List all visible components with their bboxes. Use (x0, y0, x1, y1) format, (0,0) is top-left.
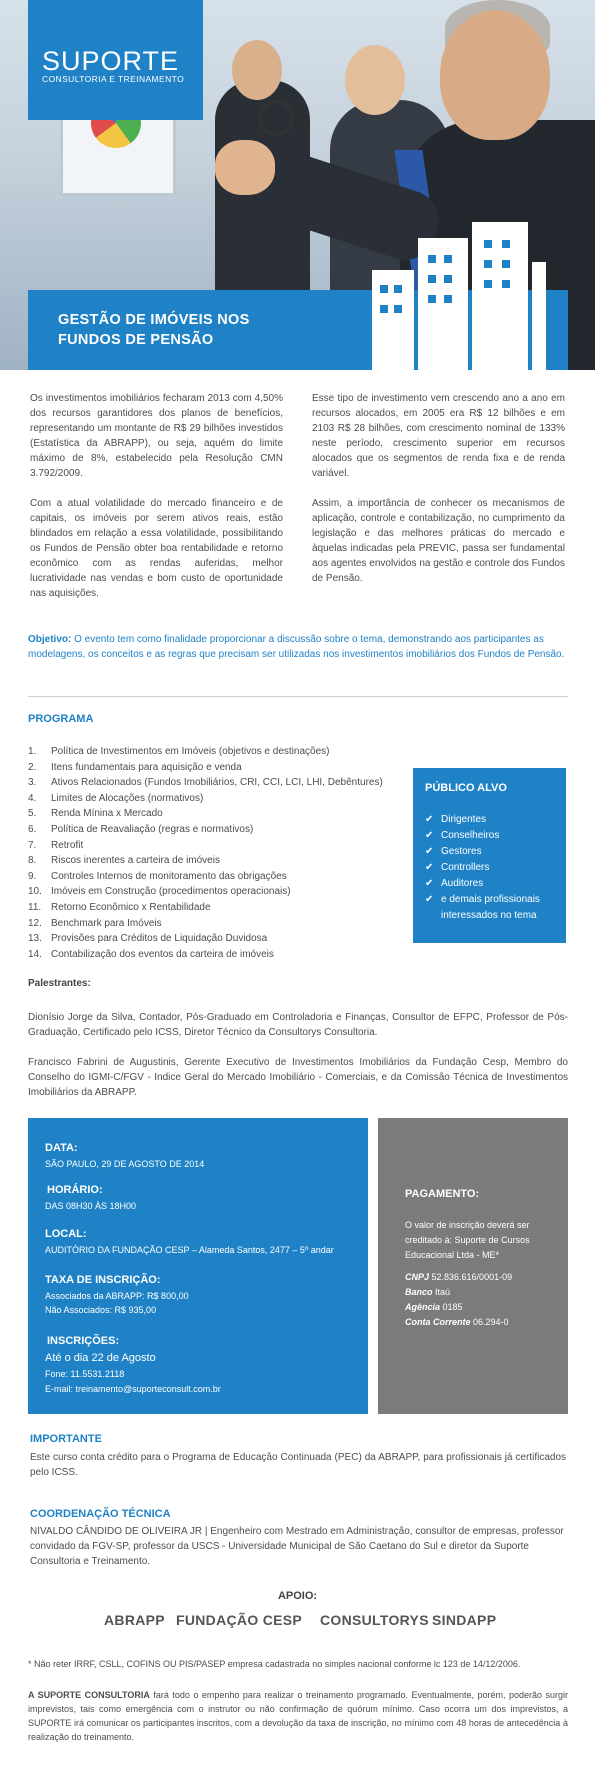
programa-item (28, 884, 408, 900)
programa-item-text: Retorno Econômico x Rentabilidade (51, 901, 211, 913)
abrapp-logo: ABRAPP (104, 1612, 165, 1628)
logo-subtitle: CONSULTORIA E TREINAMENTO (42, 74, 185, 84)
publico-alvo-box (413, 768, 566, 943)
horario-label: HORÁRIO: (47, 1184, 103, 1196)
programa-item-text: Ativos Relacionados (Fundos Imobiliários, CRI, CCI, LCI, LHI, Debêntures) (51, 777, 383, 789)
programa-item-text: Controles Internos de monitoramento das obrigações (51, 870, 287, 882)
programa-item (28, 822, 408, 838)
palestrante-bio: Dionísio Jorge da Silva, Contador, Pós-Graduado em Controladoria e Finanças, Consultor de EFPC, Professor de Pós-Graduação, Certificado pelo ICSS, Diretor Técnico da Consultorys Consultoria. (28, 1012, 568, 1038)
pagamento-label: PAGAMENTO: (405, 1188, 480, 1200)
check-icon: ✔ (425, 894, 434, 905)
cnpj-label: CNPJ (405, 1272, 430, 1282)
programa-item-text: Renda Mínina x Mercado (51, 808, 163, 820)
programa-item-number: 1. (28, 746, 37, 757)
taxa-associados: Associados da ABRAPP: R$ 800,00 (45, 1291, 189, 1301)
publico-item (425, 828, 566, 844)
programa-item-text: Imóveis em Construção (procedimentos operacionais) (51, 886, 291, 898)
taxa-label: TAXA DE INSCRIÇÃO: (45, 1274, 161, 1286)
programa-item-number: 10. (28, 886, 42, 898)
programa-item (28, 775, 408, 791)
objetivo-text (28, 632, 568, 662)
fundacao-cesp-logo: FUNDAÇÃO CESP (176, 1612, 303, 1628)
agencia-value: 0185 (440, 1302, 463, 1312)
programa-item-number: 7. (28, 839, 37, 851)
check-icon: ✔ (425, 846, 434, 857)
programa-item-text: Benchmark para Imóveis (51, 917, 162, 929)
programa-item-text: Itens fundamentais para aquisição e venda (51, 761, 242, 773)
publico-item-text: Controllers (441, 862, 490, 873)
conta-value: 06.294-0 (470, 1317, 509, 1327)
objetivo-label: Objetivo: (28, 634, 72, 645)
importante-text: Este curso conta crédito para o Programa de Educação Continuada (PEC) da ABRAPP, para profissionais já certificados pelo ICSS. (30, 1452, 566, 1478)
programa-item (28, 744, 408, 760)
event-info-box (28, 1118, 368, 1414)
programa-item-text: Política de Investimentos em Imóveis (objetivos e destinações) (51, 746, 330, 757)
logo-title: SUPORTE (42, 46, 180, 76)
intro-paragraph: Os investimentos imobiliários fecharam 2013 com 4,50% dos recursos garantidores dos planos de benefícios, representando um montante de R$ 29 bilhões investidos (Estatística da ABRAPP), ou seja, aquém do limite máximo de 8%, estabelecido pela Resolução CMN 3.792/2009. (30, 393, 283, 479)
pagamento-box (378, 1118, 568, 1414)
programa-item (28, 931, 408, 947)
palestrante-bio: Francisco Fabrini de Augustinis, Gerente Executivo de Investimentos Imobiliários da Fundação Cesp, Membro do Conselho do IGMI-C/FGV - Indice Geral do Mercado Imobiliário - Comerciais, e da Comissão Técnica de Investimentos Imobiliários da ABRAPP. (28, 1057, 568, 1098)
footer-disclaimer (28, 1688, 568, 1744)
attendee-head (345, 45, 405, 115)
programa-item-number: 12. (28, 917, 42, 929)
check-icon: ✔ (425, 862, 434, 873)
banco-label: Banco (405, 1287, 433, 1297)
palestrantes-label: Palestrantes: (28, 978, 91, 989)
publico-item (425, 844, 566, 860)
programa-item (28, 760, 408, 776)
coordenacao-text: NIVALDO CÂNDIDO DE OLIVEIRA JR | Engenheiro com Mestrado em Administração, consultor de empresas, professor convidado da FGV-SP, professor da USCS - Universidade Municipal de São Caetano do Sul e diretor da Suporte Consultoria e Treinamento. (30, 1526, 564, 1567)
programa-item-number: 8. (28, 855, 37, 867)
programa-item (28, 947, 408, 963)
intro-right-column (312, 391, 565, 586)
inscricoes-email[interactable]: E-mail: treinamento@suporteconsult.com.br (45, 1384, 221, 1394)
programa-item-text: Riscos inerentes a carteira de imóveis (51, 855, 220, 867)
programa-item (28, 916, 408, 932)
programa-item (28, 806, 408, 822)
programa-item (28, 791, 408, 807)
consultorys-logo: CONSULTORYS (320, 1612, 429, 1628)
publico-item-text: Gestores (441, 846, 482, 857)
programa-item-number: 3. (28, 777, 37, 789)
banco-value: Itaú (432, 1287, 451, 1297)
check-icon: ✔ (425, 830, 434, 841)
local-label: LOCAL: (45, 1228, 87, 1240)
presenter-head (232, 40, 282, 100)
conta-line (405, 1315, 509, 1330)
programa-item-number: 9. (28, 870, 37, 882)
publico-item (425, 892, 566, 924)
programa-item-number: 13. (28, 933, 42, 945)
apoio-title: APOIO: (277, 1590, 318, 1602)
publico-item (425, 812, 566, 828)
programa-item (28, 900, 408, 916)
objetivo-body: O evento tem como finalidade proporcionar a discussão sobre o tema, demonstrando aos participantes as modelagens, os conceitos e as regras que precisam ser utilizadas nos investimentos imobiliários dos Fundos de Pensão. (28, 634, 565, 660)
programa-item-number: 2. (28, 761, 37, 773)
footer-company: A SUPORTE CONSULTORIA (28, 1690, 150, 1700)
footer-text: fará todo o empenho para realizar o treinamento programado. Eventualmente, porém, poderão surgir imprevistos, tais como emergência com o instrutor ou não confirmação de quórum mínimo. Caso ocorra um dos imprevistos, a SUPORTE irá comunicar os participantes inscritos, com a devolução da taxa de inscrição, no mínimo com 48 horas de antecedência à realização do treinamento. (28, 1690, 569, 1742)
programa-item-text: Retrofit (51, 839, 84, 851)
coordenacao-title: COORDENAÇÃO TÉCNICA (30, 1508, 171, 1520)
intro-left-column (30, 391, 283, 601)
data-value: SÃO PAULO, 29 DE AGOSTO DE 2014 (45, 1159, 205, 1169)
programa-item-text: Limites de Alocações (normativos) (51, 792, 204, 804)
programa-title: PROGRAMA (28, 713, 94, 725)
programa-item-text: Provisões para Créditos de Liquidação Duvidosa (51, 933, 268, 945)
publico-alvo-list (425, 812, 566, 924)
businessman-head (440, 10, 550, 140)
check-icon: ✔ (425, 878, 434, 889)
sindapp-logo: SINDAPP (432, 1612, 497, 1628)
page-title (58, 310, 250, 350)
data-label: DATA: (45, 1142, 78, 1154)
glasses-graphic (258, 100, 294, 136)
programa-item (28, 869, 408, 885)
inscricoes-deadline: Até o dia 22 de Agosto (45, 1352, 156, 1364)
intro-paragraph: Assim, a importância de conhecer os mecanismos de aplicação, controle e contabilização, no cumprimento da legislação e das melhores práticas do mercado e àquelas indicadas pela PREVIC, passa ser fundamental aos agentes envolvidos na gestão e controle dos Fundos de Pensão. (312, 498, 565, 584)
programa-item (28, 838, 408, 854)
agencia-label: Agência (405, 1302, 441, 1312)
publico-item-text: Dirigentes (441, 814, 487, 825)
importante-title: IMPORTANTE (30, 1433, 102, 1445)
intro-paragraph: Esse tipo de investimento vem crescendo ano a ano em recursos alocados, em 2005 era R$ 12 bilhões e em 2103 R$ 28 bilhões, com crescimento nominal de 133% neste período, crescimento superior em recursos alocados que os segmentos de renda fixa e de renda variável. (312, 393, 565, 479)
hand-graphic (215, 140, 275, 195)
publico-item (425, 860, 566, 876)
programa-item-number: 6. (28, 823, 37, 835)
agencia-line (405, 1300, 463, 1315)
local-value: AUDITÓRIO DA FUNDAÇÃO CESP – Alameda Santos, 2477 – 5º andar (45, 1245, 334, 1255)
check-icon: ✔ (425, 814, 434, 825)
page-title-line2: FUNDOS DE PENSÃO (58, 332, 214, 348)
page-title-line1: GESTÃO DE IMÓVEIS NOS (58, 312, 250, 328)
cnpj-value: 52.836.616/0001-09 (429, 1272, 513, 1282)
conta-label: Conta Corrente (405, 1317, 471, 1327)
banco-line (405, 1285, 450, 1300)
programa-item-number: 4. (28, 792, 37, 804)
taxa-nao-associados: Não Associados: R$ 935,00 (45, 1305, 157, 1315)
publico-item-text: Auditores (441, 878, 484, 889)
programa-item-number: 11. (28, 901, 42, 913)
publico-item-text: Conselheiros (441, 830, 500, 841)
publico-item (425, 876, 566, 892)
inscricoes-label: INSCRIÇÕES: (47, 1335, 120, 1347)
inscricoes-phone: Fone: 11.5531.2118 (45, 1369, 125, 1379)
intro-paragraph: Com a atual volatilidade do mercado financeiro e de capitais, os imóveis por serem ativos reais, estão blindados em relação a essa volatilidade, possibilitando os Fundos de Pensão obter boa rentabilidade e retorno econômico com as rendas auferidas, melhor lucratividade nas vendas e bom custo de oportunidade nas aquisições. (30, 498, 283, 599)
programa-item (28, 853, 408, 869)
publico-alvo-title: PÚBLICO ALVO (425, 782, 507, 794)
programa-list (28, 744, 408, 962)
programa-item-number: 14. (28, 948, 42, 960)
programa-item-number: 5. (28, 808, 37, 820)
cnpj-line (405, 1270, 512, 1285)
programa-item-text: Política de Reavaliação (regras e normativos) (51, 823, 254, 835)
divider (28, 696, 568, 697)
footer-note: * Não reter IRRF, CSLL, COFINS OU PIS/PASEP empresa cadastrada no simples nacional conforme lc 123 de 14/12/2006. (28, 1659, 521, 1669)
publico-item-text: e demais profissionais interessados no tema (441, 894, 540, 921)
programa-item-text: Contabilização dos eventos da carteira de imóveis (51, 948, 274, 960)
pagamento-text: O valor de inscrição deverá ser creditado à: Suporte de Cursos Educacional Ltda - ME* (405, 1220, 530, 1260)
horario-value: DAS 08H30 ÀS 18H00 (45, 1201, 137, 1211)
